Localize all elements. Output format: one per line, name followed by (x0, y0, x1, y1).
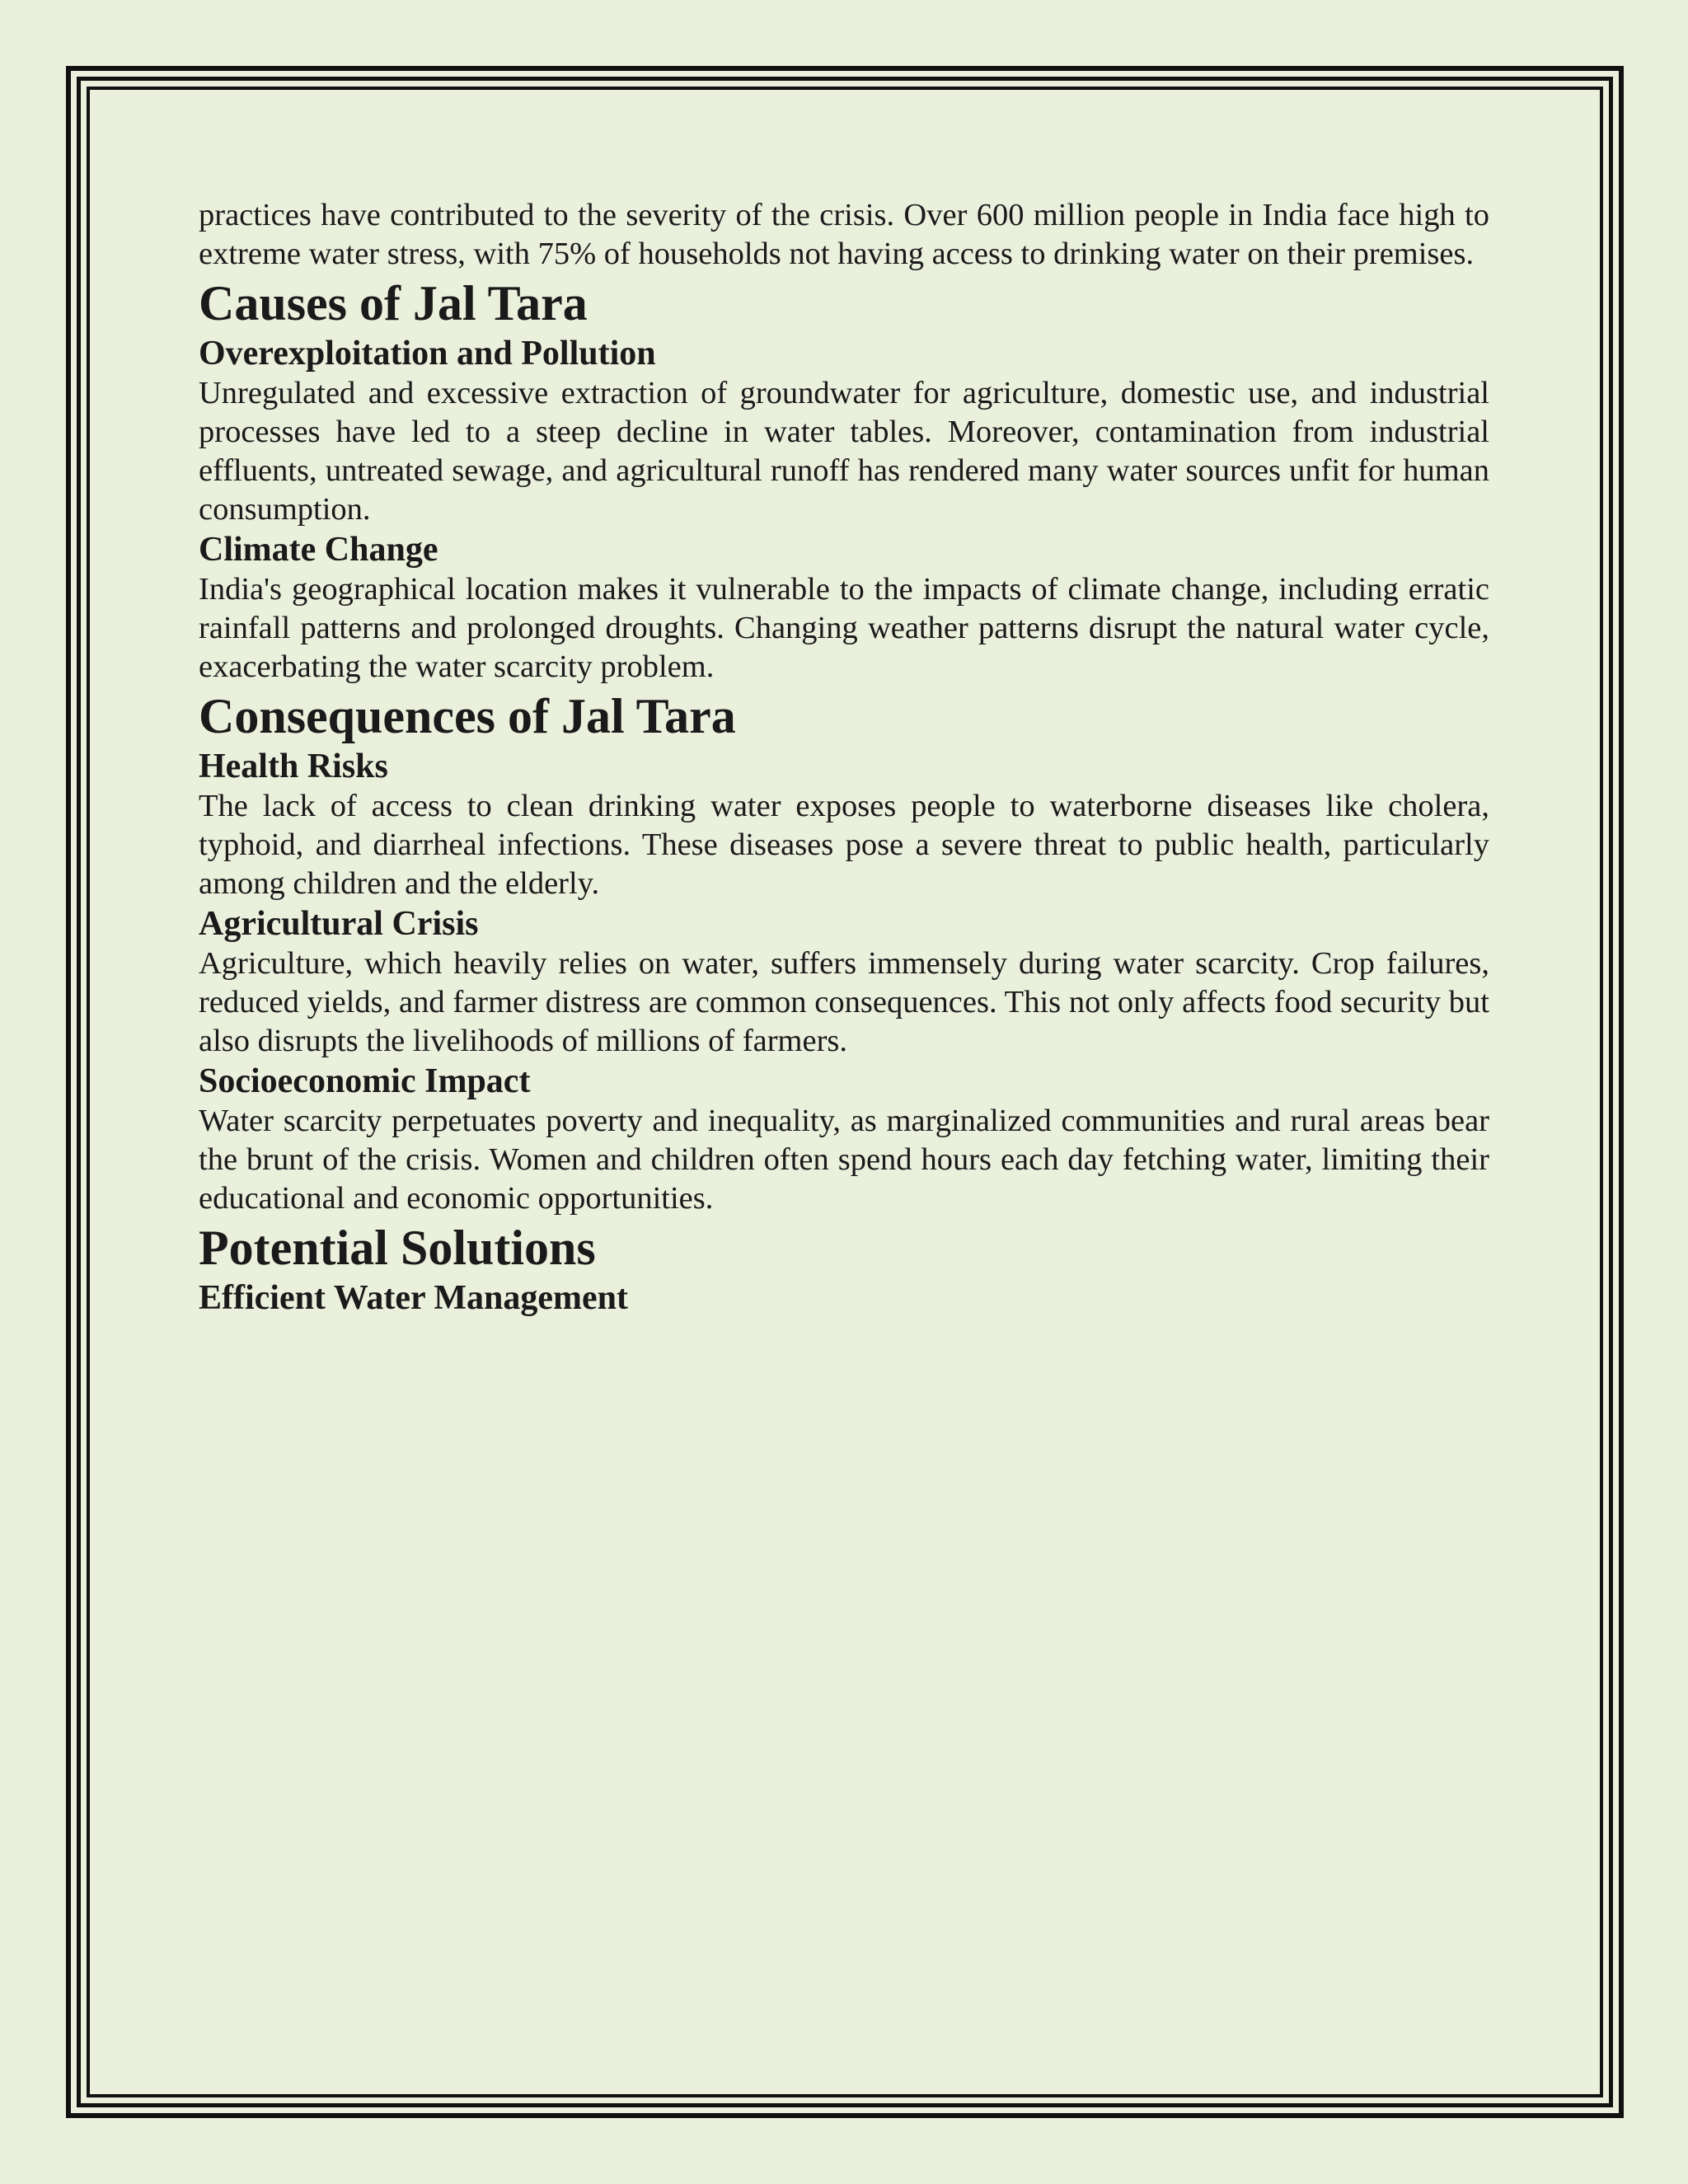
solutions-heading: Potential Solutions (199, 1221, 596, 1275)
socioeconomic-impact-subheading: Socioeconomic Impact (199, 1062, 531, 1100)
agricultural-crisis-paragraph: Agriculture, which heavily relies on water, suffers immensely during water scarcity. Crop failures, reduced yields, and farmer distress are common consequences. This not only affects food security but also disrupts the livelihoods of millions of farmers. (199, 946, 1489, 1058)
causes-heading: Causes of Jal Tara (199, 276, 588, 330)
agricultural-crisis-subheading: Agricultural Crisis (199, 905, 479, 943)
overexploitation-paragraph: Unregulated and excessive extraction of groundwater for agriculture, domestic use, and industrial processes have led to a steep decline in water tables. Moreover, contamination from industrial effluents, untreated sewage, and agricultural runoff has rendered many water sources unfit for human consumption. (199, 376, 1489, 527)
consequences-heading: Consequences of Jal Tara (199, 689, 736, 743)
document-content (199, 196, 1489, 1319)
intro-paragraph: practices have contributed to the severity of the crisis. Over 600 million people in India face high to extreme water stress, with 75% of households not having access to drinking water on their premises. (199, 198, 1489, 271)
climate-change-subheading: Climate Change (199, 531, 438, 569)
efficient-water-management-subheading: Efficient Water Management (199, 1279, 629, 1317)
health-risks-subheading: Health Risks (199, 748, 388, 785)
overexploitation-subheading: Overexploitation and Pollution (199, 335, 656, 373)
health-risks-paragraph: The lack of access to clean drinking water exposes people to waterborne diseases like cholera, typhoid, and diarrheal infections. These diseases pose a severe threat to public health, particularly among children and the elderly. (199, 789, 1489, 901)
socioeconomic-impact-paragraph: Water scarcity perpetuates poverty and inequality, as marginalized communities and rural areas bear the brunt of the crisis. Women and children often spend hours each day fetching water, limiting their educational and economic opportunities. (199, 1104, 1489, 1216)
climate-change-paragraph: India's geographical location makes it vulnerable to the impacts of climate change, including erratic rainfall patterns and prolonged droughts. Changing weather patterns disrupt the natural water cycle, exacerbating the water scarcity problem. (199, 572, 1489, 684)
